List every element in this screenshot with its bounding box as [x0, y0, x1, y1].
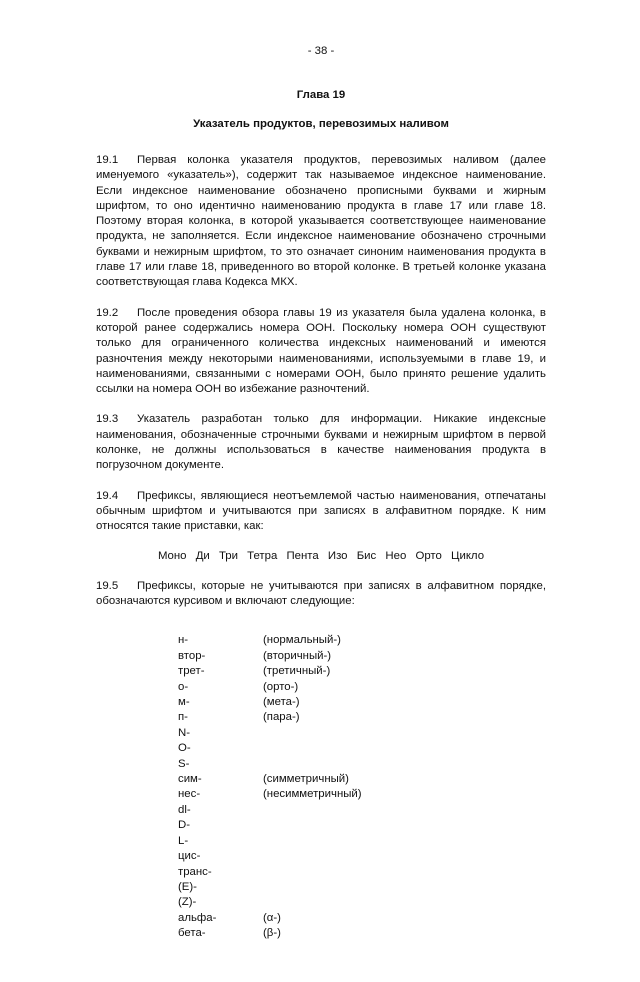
prefix: н- [178, 634, 189, 647]
paragraph-number: 19.4 [96, 489, 119, 502]
prefix-meaning: (нормальный-) [263, 634, 341, 647]
prefix: S- [178, 757, 190, 770]
prefix: трет- [178, 665, 205, 678]
paragraph-19-1 [96, 153, 546, 291]
prefix: о- [178, 680, 189, 693]
prefix-item: Тетра [247, 549, 278, 562]
prefix-row [178, 787, 546, 802]
prefix: бета- [178, 927, 206, 940]
prefix: нес- [178, 788, 201, 801]
paragraph-number: 19.5 [96, 579, 119, 592]
prefix-row [178, 818, 546, 833]
prefix-item: Бис [356, 549, 377, 562]
prefix: O- [178, 742, 191, 755]
excluded-prefix-list [178, 633, 546, 941]
prefix-item: Изо [327, 549, 348, 562]
page-number: - 38 - [307, 45, 335, 57]
prefix: (E)- [178, 880, 197, 893]
paragraph-number: 19.2 [96, 306, 119, 319]
prefix-meaning: (β-) [263, 927, 281, 940]
prefix-row [178, 664, 546, 679]
prefix-row [178, 880, 546, 895]
paragraph-text: После проведения обзора главы 19 из указателя была удалена колонка, в которой ранее содержались номера ООН. Поскольку номера ООН существуют только для ограниченного количества индексных наименований и имеются разночтения между некоторыми наименованиями, используемыми в главе 19, и наименованиями, связанными с номерами ООН, было принято решение удалить ссылки на номера ООН во избежание разночтений. [96, 306, 546, 396]
paragraph-19-3 [96, 412, 546, 473]
prefix-row [178, 865, 546, 880]
prefix-item: Цикло [451, 549, 485, 562]
paragraph-19-5 [96, 579, 546, 610]
prefix-row [178, 849, 546, 864]
prefix: альфа- [178, 911, 217, 924]
prefix-row [178, 803, 546, 818]
prefix-row [178, 741, 546, 756]
prefix-row [178, 710, 546, 725]
paragraph-number: 19.1 [96, 154, 119, 166]
prefix-meaning: (мета-) [263, 696, 300, 709]
paragraph-19-2 [96, 306, 546, 398]
prefix: втор- [178, 649, 206, 662]
included-prefixes [96, 549, 546, 564]
prefix-row [178, 911, 546, 926]
prefix-item: Моно [157, 549, 187, 562]
prefix-item: Орто [415, 549, 442, 562]
prefix-meaning: (пара-) [263, 711, 300, 724]
prefix-meaning: (α-) [263, 911, 281, 924]
prefix-row [178, 926, 546, 941]
prefix: D- [178, 819, 191, 832]
chapter-subtitle: Указатель продуктов, перевозимых наливом [193, 118, 449, 130]
prefix: цис- [178, 850, 201, 863]
prefix: п- [178, 711, 188, 724]
prefix: (Z)- [178, 896, 197, 909]
prefix-item: Нео [385, 549, 407, 562]
prefix-row [178, 726, 546, 741]
prefix: L- [178, 834, 189, 847]
prefix: N- [178, 726, 191, 739]
paragraph-19-4 [96, 489, 546, 535]
prefix-row [178, 680, 546, 695]
prefix: м- [178, 696, 190, 709]
prefix-row [178, 834, 546, 849]
paragraph-text: Префиксы, являющиеся неотъемлемой частью наименования, отпечатаны обычным шрифтом и учитываются при записях в алфавитном порядке. К ним относятся такие приставки, как: [96, 489, 546, 533]
prefix-row [178, 633, 546, 648]
prefix-meaning: (третичный-) [263, 665, 331, 678]
prefix-meaning: (вторичный-) [263, 649, 332, 662]
paragraph-number: 19.3 [96, 413, 119, 426]
prefix-item: Ди [195, 549, 210, 562]
prefix-item: Пента [286, 549, 319, 562]
prefix-item: Три [218, 549, 238, 562]
prefix-meaning: (орто-) [263, 680, 299, 693]
prefix-row [178, 772, 546, 787]
chapter-title: Глава 19 [296, 89, 346, 101]
prefix-row [178, 895, 546, 910]
paragraph-text: Указатель разработан только для информации. Никакие индексные наименования, обозначенные строчными буквами и нежирным шрифтом в первой колонке, не должны использоваться в качестве наименования продукта в погрузочном документе. [96, 413, 546, 472]
prefix-row [178, 757, 546, 772]
prefix-meaning: (несимметричный) [263, 788, 362, 801]
prefix: dl- [178, 803, 191, 816]
paragraph-text: Префиксы, которые не учитываются при записях в алфавитном порядке, обозначаются курсивом и включают следующие: [96, 579, 546, 608]
prefix-meaning: (симметричный) [263, 773, 349, 786]
prefix: сим- [178, 773, 202, 786]
prefix-row [178, 695, 546, 710]
paragraph-text: Первая колонка указателя продуктов, перевозимых наливом (далее именуемого «указатель»), содержит так называемое индексное наименование. Если индексное наименование обозначено прописными буквами и жирным шрифтом, то оно идентично наименованию продукта в главе 17 или главе 18. Поэтому вторая колонка, в которой указывается соответствующее наименование продукта, не заполняется. Если индексное наименование обозначено строчными буквами и нежирным шрифтом, то это означает синоним наименования продукта в главе 17 или главе 18, приведенного во второй колонке. В третьей колонке указана соответствующая глава Кодекса МКХ. [96, 154, 546, 289]
prefix-row [178, 649, 546, 664]
prefix: транс- [178, 865, 212, 878]
